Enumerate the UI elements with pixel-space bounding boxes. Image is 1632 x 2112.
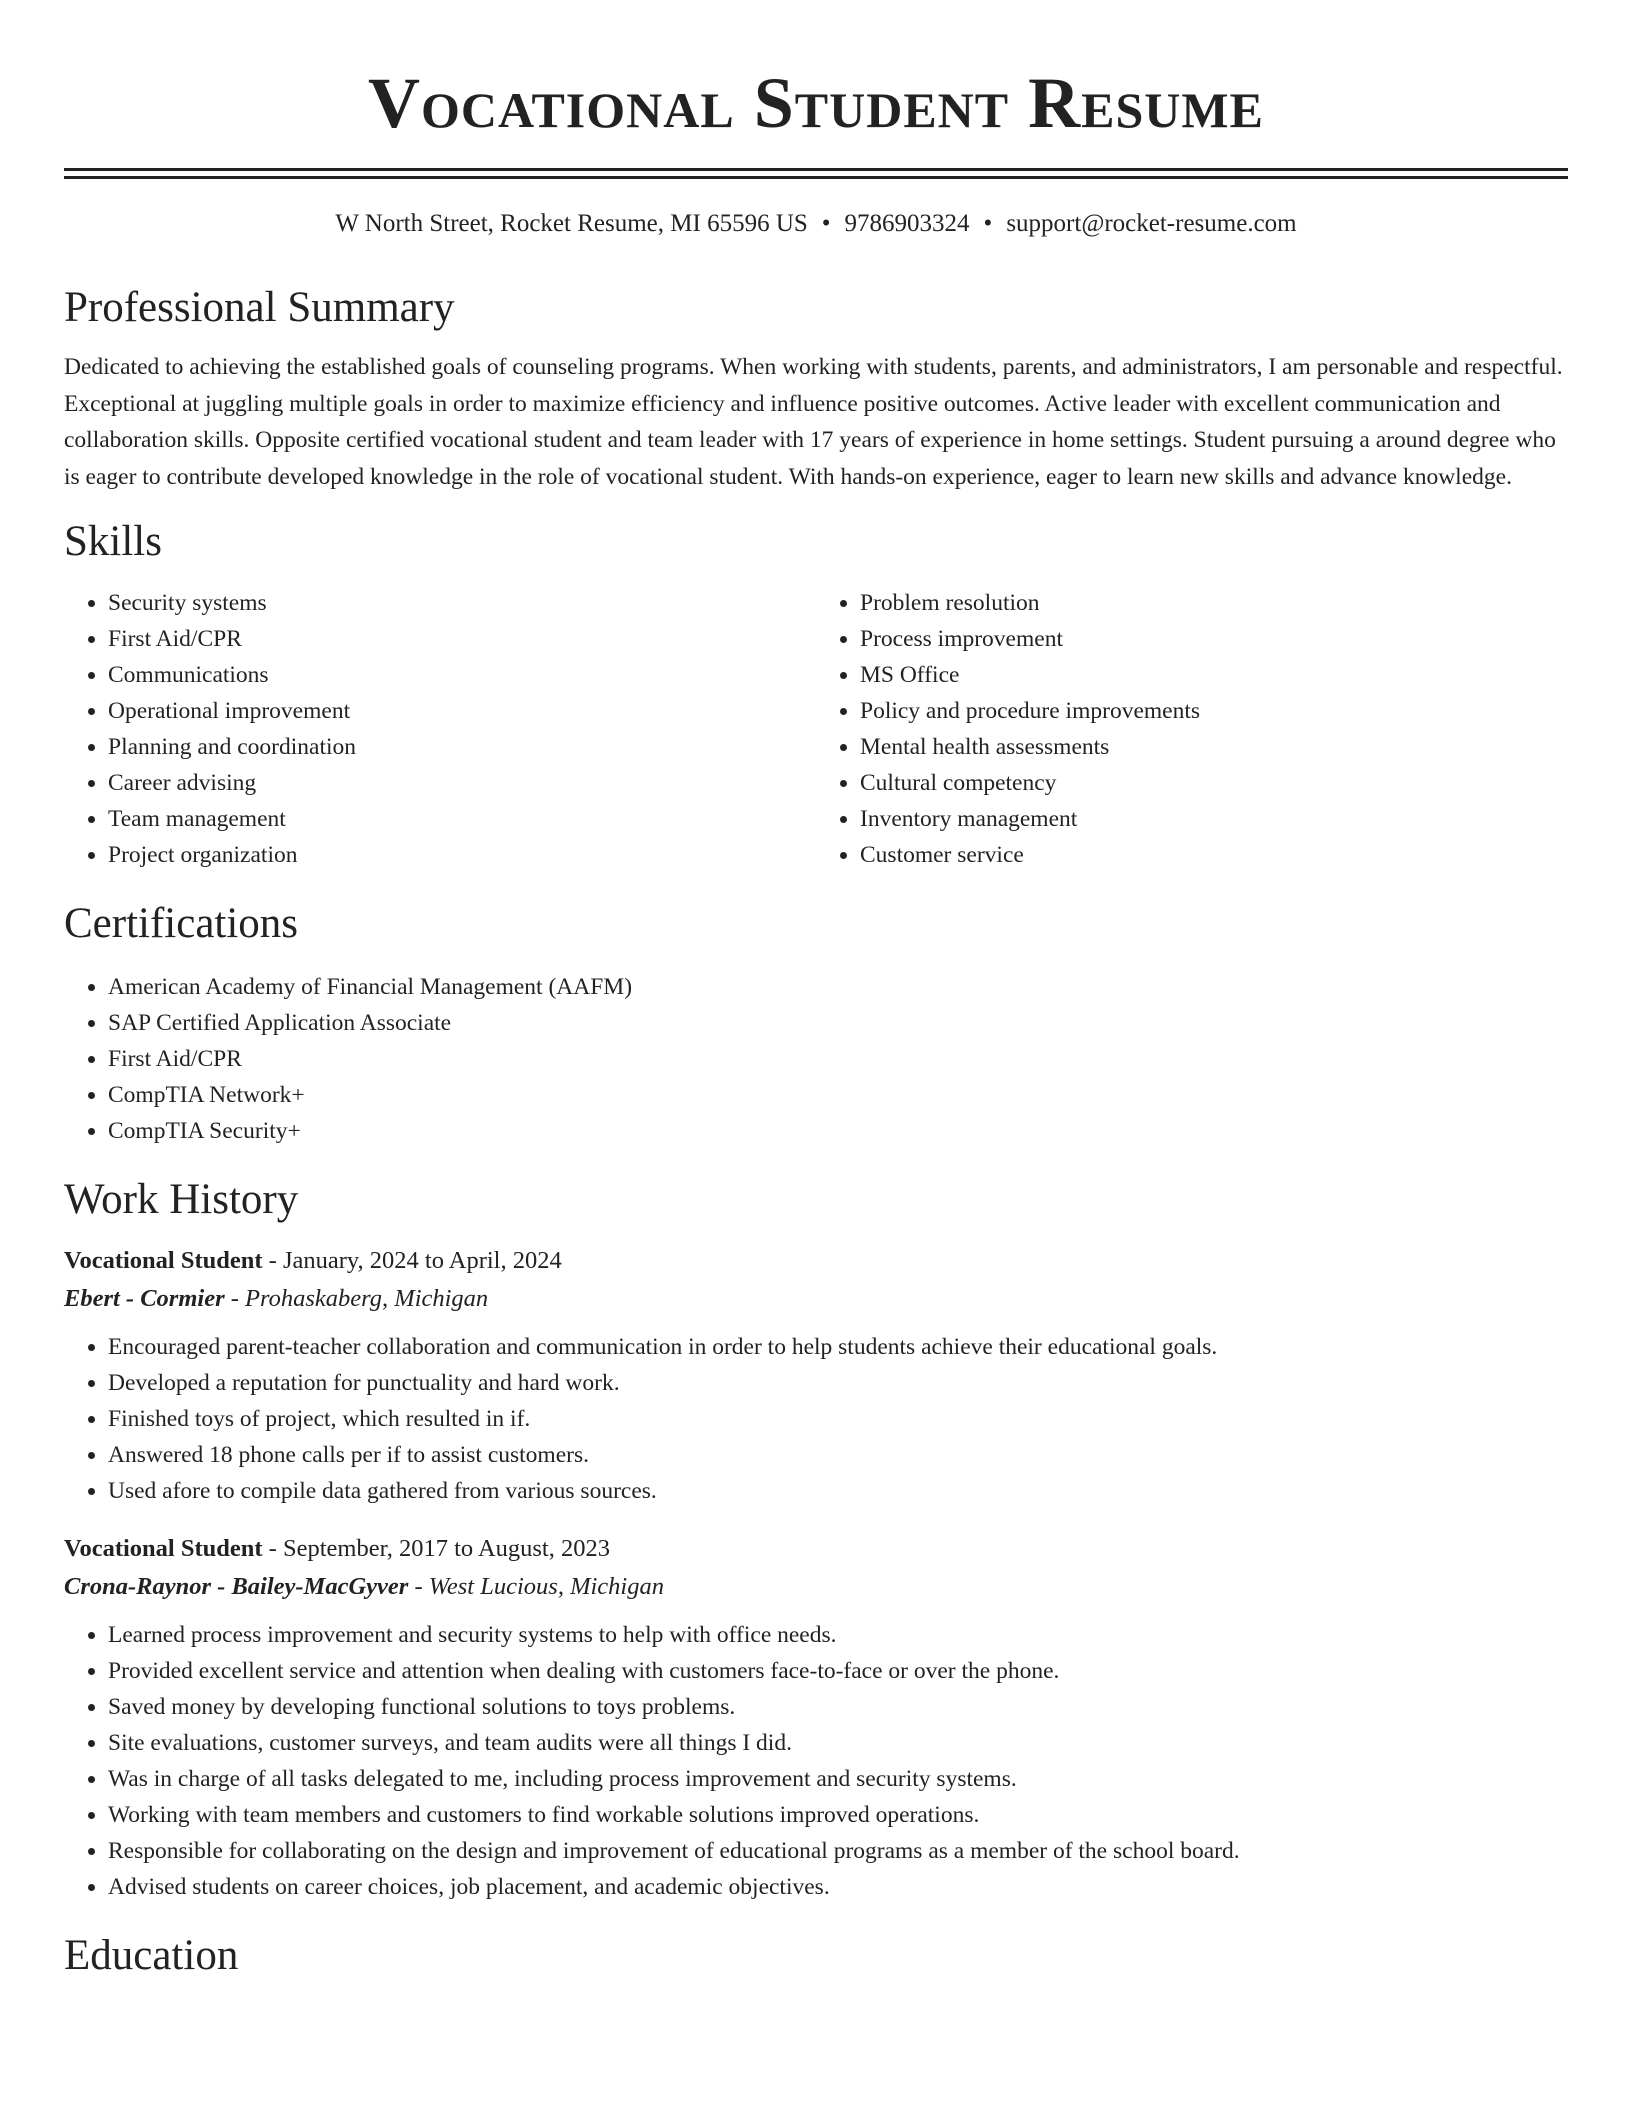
contact-address: W North Street, Rocket Resume, MI 65596 US (335, 210, 808, 237)
job-location: - West Lucious, Michigan (408, 1573, 664, 1601)
job-title-line (64, 1531, 1568, 1567)
contact-email: support@rocket-resume.com (1006, 210, 1297, 237)
skill-item: • Policy and procedure improvements (860, 693, 1568, 729)
skills-list-left (64, 585, 816, 873)
job-company: Ebert - Cormier (64, 1285, 225, 1313)
job-entry (64, 1531, 1568, 1905)
job-bullets (64, 1617, 1568, 1905)
job-company: Crona-Raynor - Bailey-MacGyver (64, 1573, 409, 1601)
contact-separator: • (821, 210, 831, 237)
skill-item: • Communications (108, 657, 816, 693)
job-bullet: • Developed a reputation for punctuality and hard work. (108, 1365, 1568, 1401)
job-bullet: • Working with team members and customers to find workable solutions improved operations. (108, 1797, 1568, 1833)
skill-item: • MS Office (860, 657, 1568, 693)
skill-item: • First Aid/CPR (108, 621, 816, 657)
certifications-list (64, 969, 1568, 1149)
section-heading-skills: Skills (64, 518, 162, 566)
job-bullet: • Saved money by developing functional solutions to toys problems. (108, 1689, 1568, 1725)
certification-item: • CompTIA Security+ (108, 1113, 1568, 1149)
job-dates: - September, 2017 to August, 2023 (262, 1535, 610, 1563)
skill-item: • Security systems (108, 585, 816, 621)
job-title-line (64, 1243, 1568, 1279)
skill-item: • Customer service (860, 837, 1568, 873)
skill-item: • Operational improvement (108, 693, 816, 729)
skills-list-right (816, 585, 1568, 873)
section-heading-work-history: Work History (64, 1176, 299, 1224)
job-bullet: • Encouraged parent-teacher collaboration and communication in order to help students achieve their educational goals. (108, 1329, 1568, 1365)
resume-page (64, 0, 1568, 1981)
job-title: Vocational Student (64, 1535, 263, 1563)
certification-item: • First Aid/CPR (108, 1041, 1568, 1077)
job-bullet: • Site evaluations, customer surveys, and team audits were all things I did. (108, 1725, 1568, 1761)
skill-item: • Cultural competency (860, 765, 1568, 801)
section-heading-certifications: Certifications (64, 900, 299, 948)
skill-item: • Mental health assessments (860, 729, 1568, 765)
section-heading-summary: Professional Summary (64, 284, 455, 331)
skill-item: • Team management (108, 801, 816, 837)
job-bullet: • Provided excellent service and attention when dealing with customers face-to-face or over the phone. (108, 1653, 1568, 1689)
job-company-line (64, 1567, 1568, 1607)
section-heading-education: Education (64, 1932, 239, 1980)
job-bullets (64, 1329, 1568, 1509)
skills-columns (64, 585, 1568, 873)
job-bullet: • Responsible for collaborating on the design and improvement of educational programs as a member of the school board. (108, 1833, 1568, 1869)
skill-item: • Career advising (108, 765, 816, 801)
skill-item: • Process improvement (860, 621, 1568, 657)
job-bullet: • Was in charge of all tasks delegated to me, including process improvement and security systems. (108, 1761, 1568, 1797)
contact-line (64, 209, 1568, 239)
certification-item: • SAP Certified Application Associate (108, 1005, 1568, 1041)
job-title: Vocational Student (64, 1247, 263, 1275)
title-divider-thick (64, 168, 1568, 171)
skill-item: • Project organization (108, 837, 816, 873)
title-divider-thin (64, 176, 1568, 179)
job-bullet: • Learned process improvement and security systems to help with office needs. (108, 1617, 1568, 1653)
job-bullet: • Answered 18 phone calls per if to assist customers. (108, 1437, 1568, 1473)
job-bullet: • Used afore to compile data gathered from various sources. (108, 1473, 1568, 1509)
summary-text: Dedicated to achieving the established goals of counseling programs. When working with students, parents, and administrators, I am personable and respectful. Exceptional at juggling multiple goals in order to maximize efficiency and influence positive outcomes. Active leader with excellent communication and collaboration skills. Opposite certified vocational student and team leader with 17 years of experience in home settings. Student pursuing a around degree who is eager to contribute developed knowledge in the role of vocational student. With hands-on experience, eager to learn new skills and advance knowledge. (64, 354, 1563, 490)
job-entry (64, 1243, 1568, 1509)
job-bullet: • Advised students on career choices, job placement, and academic objectives. (108, 1869, 1568, 1905)
skill-item: • Inventory management (860, 801, 1568, 837)
job-bullet: • Finished toys of project, which resulted in if. (108, 1401, 1568, 1437)
job-dates: - January, 2024 to April, 2024 (262, 1247, 562, 1275)
contact-separator: • (983, 210, 993, 237)
skill-item: • Planning and coordination (108, 729, 816, 765)
resume-title: Vocational Student Resume (368, 63, 1264, 143)
job-location: - Prohaskaberg, Michigan (224, 1285, 489, 1313)
certification-item: • CompTIA Network+ (108, 1077, 1568, 1113)
contact-phone: 9786903324 (844, 210, 970, 237)
skill-item: • Problem resolution (860, 585, 1568, 621)
job-company-line (64, 1279, 1568, 1319)
certification-item: • American Academy of Financial Management (AAFM) (108, 969, 1568, 1005)
